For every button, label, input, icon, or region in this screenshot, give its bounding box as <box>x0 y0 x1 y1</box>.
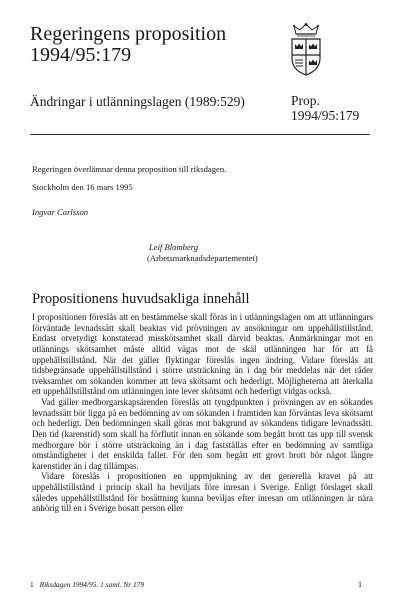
footnote-number: 1 <box>30 580 34 589</box>
header-divider <box>30 134 370 135</box>
handover-text: Regeringen överlämnar denna proposition till riksdagen. <box>32 164 227 174</box>
swedish-coat-of-arms-icon <box>288 22 324 76</box>
document-subtitle: Ändringar i utlänningslagen (1989:529) <box>30 94 245 109</box>
title-line-2: 1994/95:179 <box>30 44 132 66</box>
prop-reference <box>291 93 359 123</box>
minister-name: Leif Blomberg <box>149 242 199 252</box>
title-line-1: Regeringens proposition <box>30 23 227 45</box>
body-paragraph: Vad gäller medborgarskapsärenden föreslås att tyngdpunkten i prövningen av en sökandes levnadssätt bör ligga på en bedömning av om sökanden i framtiden kan förväntas leva skötsamt och hederligt. Den bedömningen skall göras mot bakgrund av sökandens tidigare levnadssätt. Den tid (karenstid) som skall ha förflutit innan en sökande som begått brott tas upp till svensk medborgare bör i större utsträckning än i dag fastställas efter en bedömning av samtliga omständigheter i det enskilda fallet. För den som begått ett grovt brott bör något längre karenstider än i dag tillämpas. <box>32 397 373 471</box>
body-paragraph: I propositionen föreslås att en bestämmelse skall föras in i utlänningslagen om att utlänningars förväntade levnadssätt skall beaktas vid prövningen av ansökningar om uppehållstillstånd. Endast otvetydigt konstaterad misskötsamhet skall därvid beaktas. Anmärkningar mot en utlännings skötsamhet måste alltid vägas mot de skäl utlänningen har för att få uppehållstillstånd. När det gäller flyktingar föreslås ingen ändring. Vidare föreslås att tidsbegränsade uppehållstillstånd i större utsträckning än i dag bör meddelas när det råder tveksamhet om sökanden kommer att leva skötsamt och hederligt. Möjligheterna att återkalla ett uppehållstillstånd om utlänningen inte lever skötsamt och hederligt vidgas också. <box>32 312 373 397</box>
footnote <box>30 580 144 589</box>
section-body <box>32 312 373 514</box>
place-date: Stockholm den 16 mars 1995 <box>32 182 133 192</box>
prop-number: 1994/95:179 <box>291 108 360 123</box>
department-name: (Arbetsmarknadsdepartementet) <box>147 253 258 263</box>
section-heading: Propositionens huvudsakliga innehåll <box>32 291 250 307</box>
footnote-text: Riksdagen 1994/95. 1 saml. Nr 179 <box>39 580 145 589</box>
body-paragraph: Vidare föreslås i propositionen en uppmjukning av det generella kravet på att uppehållstillstånd i princip skall ha beviljats före inresan i Sverige. Enligt förslaget skall således uppehållstillstånd för bosättning kunna beviljas efter inresan om utlänningen är nära anhörig till en i Sverige bosatt person eller <box>32 471 373 514</box>
page-number: 1 <box>358 580 362 589</box>
document-title <box>30 24 226 66</box>
prop-label: Prop. <box>291 93 320 108</box>
signatory-name: Ingvar Carlsson <box>32 207 89 217</box>
